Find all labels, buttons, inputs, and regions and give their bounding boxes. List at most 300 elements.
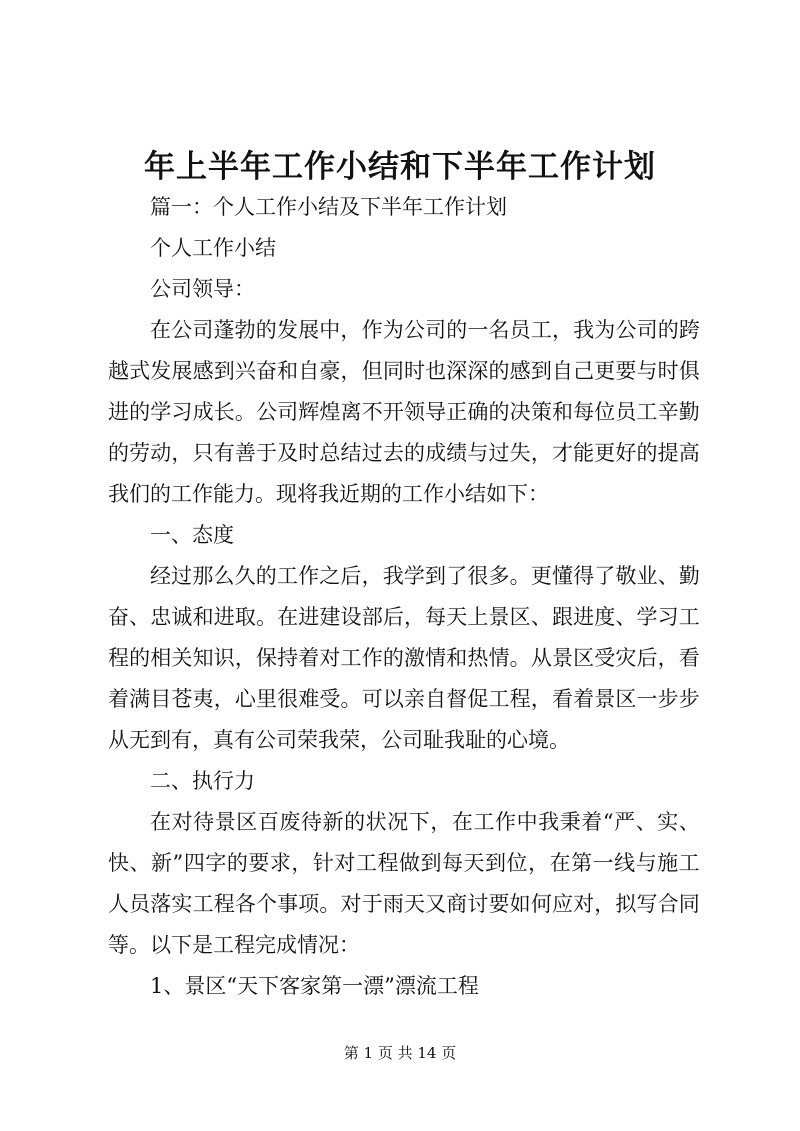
glyph: 在 bbox=[150, 810, 171, 834]
paragraph-line bbox=[150, 315, 700, 345]
glyph: 受 bbox=[319, 687, 341, 711]
glyph: ， bbox=[551, 318, 573, 342]
glyph: 离 bbox=[340, 400, 362, 424]
glyph: 自 bbox=[298, 359, 320, 383]
glyph: 、 bbox=[678, 810, 700, 834]
glyph: 相 bbox=[150, 646, 172, 670]
glyph: 只 bbox=[192, 441, 214, 465]
glyph: 雨 bbox=[382, 892, 404, 916]
glyph: 秉 bbox=[559, 810, 581, 834]
glyph: 讨 bbox=[467, 892, 489, 916]
glyph: 后 bbox=[636, 646, 658, 670]
glyph: 自 bbox=[551, 359, 573, 383]
glyph: 经 bbox=[150, 564, 171, 588]
glyph: 景 bbox=[488, 605, 510, 629]
glyph: 导 bbox=[425, 400, 447, 424]
glyph: 、 bbox=[657, 564, 679, 588]
glyph: 善 bbox=[234, 441, 256, 465]
glyph: 的 bbox=[226, 851, 248, 875]
glyph: 公 bbox=[171, 318, 193, 342]
glyph: 更 bbox=[530, 564, 552, 588]
glyph: 程 bbox=[509, 687, 531, 711]
glyph: 不 bbox=[361, 400, 383, 424]
glyph: 如 bbox=[509, 892, 531, 916]
paragraph-line bbox=[108, 848, 700, 878]
glyph: 但 bbox=[361, 359, 383, 383]
glyph: 又 bbox=[425, 892, 447, 916]
glyph: ， bbox=[403, 605, 425, 629]
paragraph-line bbox=[108, 889, 700, 919]
glyph: 看 bbox=[551, 687, 573, 711]
paragraph-line bbox=[150, 561, 700, 591]
glyph: 废 bbox=[279, 810, 301, 834]
glyph: 、 bbox=[615, 605, 637, 629]
glyph: 的 bbox=[255, 564, 277, 588]
glyph: 得 bbox=[573, 564, 595, 588]
glyph: 事 bbox=[277, 892, 299, 916]
glyph: 开 bbox=[382, 400, 404, 424]
glyph: 工 bbox=[488, 687, 510, 711]
glyph: 了 bbox=[446, 564, 468, 588]
glyph: 进 bbox=[108, 400, 129, 424]
glyph: 去 bbox=[382, 441, 404, 465]
glyph: 对 bbox=[171, 810, 193, 834]
glyph: 忠 bbox=[150, 605, 172, 629]
glyph: 一 bbox=[592, 851, 614, 875]
glyph: 业 bbox=[636, 564, 658, 588]
glyph: 中 bbox=[516, 810, 538, 834]
glyph: 勤 bbox=[678, 564, 700, 588]
glyph: 。 bbox=[234, 400, 256, 424]
glyph: 后 bbox=[340, 564, 362, 588]
glyph: 时 bbox=[657, 359, 679, 383]
glyph: 何 bbox=[530, 892, 552, 916]
glyph: 上 bbox=[467, 605, 489, 629]
subheading-personal-summary: 个人工作小结 bbox=[150, 236, 276, 260]
glyph: 步 bbox=[657, 687, 679, 711]
glyph: 着 bbox=[581, 810, 603, 834]
glyph: 新 bbox=[151, 851, 173, 875]
glyph: 区 bbox=[509, 605, 531, 629]
glyph: 领 bbox=[403, 400, 425, 424]
glyph: 煌 bbox=[319, 400, 341, 424]
glyph: 劳 bbox=[129, 441, 151, 465]
glyph: 每 bbox=[442, 851, 463, 875]
glyph: 结 bbox=[340, 441, 362, 465]
glyph: 员 bbox=[615, 400, 637, 424]
glyph: 做 bbox=[398, 851, 420, 875]
glyph: 确 bbox=[467, 400, 489, 424]
glyph: 在 bbox=[277, 605, 299, 629]
glyph: 严 bbox=[614, 810, 636, 834]
glyph: ， bbox=[234, 646, 256, 670]
glyph: 和 bbox=[277, 359, 299, 383]
paragraph-line bbox=[108, 356, 700, 386]
glyph: 越 bbox=[108, 359, 129, 383]
glyph: 进 bbox=[298, 605, 320, 629]
glyph: 很 bbox=[277, 687, 299, 711]
glyph: 于 bbox=[361, 892, 383, 916]
glyph: 那 bbox=[192, 564, 214, 588]
glyph: 下 bbox=[408, 810, 430, 834]
glyph: 工 bbox=[276, 564, 298, 588]
glyph: 、 bbox=[129, 605, 151, 629]
glyph: 关 bbox=[171, 646, 193, 670]
glyph: 工 bbox=[636, 400, 658, 424]
glyph: 。 bbox=[509, 646, 531, 670]
glyph: 和 bbox=[192, 605, 214, 629]
glyph: ， bbox=[528, 851, 550, 875]
glyph: 满 bbox=[129, 687, 151, 711]
glyph: 之 bbox=[319, 564, 341, 588]
glyph: 要 bbox=[488, 892, 510, 916]
glyph: 多 bbox=[488, 564, 510, 588]
glyph: 位 bbox=[506, 851, 528, 875]
glyph: 以 bbox=[382, 687, 404, 711]
glyph: 进 bbox=[213, 605, 235, 629]
glyph: 识 bbox=[213, 646, 235, 670]
glyph: 和 bbox=[446, 646, 468, 670]
glyph: 的 bbox=[255, 318, 277, 342]
list-item-project: 1、景区“天下客家第一漂”漂流工程 bbox=[150, 974, 479, 998]
document-title: 年上半年工作小结和下半年工作计划 bbox=[144, 149, 656, 185]
glyph: 热 bbox=[467, 646, 489, 670]
glyph: 工 bbox=[192, 892, 214, 916]
glyph: 时 bbox=[403, 359, 425, 383]
glyph: 的 bbox=[382, 646, 404, 670]
glyph: 从 bbox=[530, 646, 552, 670]
glyph: 亲 bbox=[403, 687, 425, 711]
glyph: 作 bbox=[495, 810, 516, 834]
glyph: 习 bbox=[657, 605, 679, 629]
glyph: 很 bbox=[467, 564, 489, 588]
glyph: 失 bbox=[509, 441, 531, 465]
glyph: 工 bbox=[530, 318, 552, 342]
glyph: ， bbox=[291, 851, 313, 875]
glyph: 我 bbox=[538, 810, 560, 834]
glyph: ， bbox=[430, 810, 452, 834]
glyph: 字 bbox=[205, 851, 227, 875]
glyph: 一 bbox=[636, 687, 658, 711]
glyph: 保 bbox=[255, 646, 277, 670]
glyph: 快 bbox=[108, 851, 129, 875]
glyph: 勤 bbox=[678, 400, 700, 424]
glyph: 目 bbox=[150, 687, 172, 711]
glyph: 的 bbox=[446, 318, 468, 342]
glyph: 己 bbox=[573, 359, 595, 383]
glyph: 每 bbox=[573, 400, 595, 424]
glyph: 合 bbox=[657, 892, 679, 916]
glyph: 部 bbox=[361, 605, 383, 629]
glyph: 况 bbox=[387, 810, 409, 834]
glyph: 蓬 bbox=[213, 318, 235, 342]
glyph: 高 bbox=[678, 441, 700, 465]
glyph: 、 bbox=[129, 851, 151, 875]
glyph: 及 bbox=[277, 441, 299, 465]
glyph: 针 bbox=[312, 851, 334, 875]
glyph: 持 bbox=[277, 646, 299, 670]
glyph: ， bbox=[361, 564, 383, 588]
glyph: 敬 bbox=[615, 564, 637, 588]
glyph: 懂 bbox=[551, 564, 573, 588]
glyph: 天 bbox=[463, 851, 485, 875]
glyph: 对 bbox=[334, 851, 356, 875]
paragraph-line: 等。以下是工程完成情况： bbox=[108, 933, 360, 957]
glyph: 成 bbox=[192, 400, 214, 424]
glyph: 公 bbox=[403, 318, 425, 342]
glyph: 有 bbox=[213, 441, 235, 465]
glyph: 提 bbox=[657, 441, 679, 465]
glyph: ， bbox=[530, 687, 552, 711]
glyph: 的 bbox=[636, 441, 658, 465]
glyph: 时 bbox=[298, 441, 320, 465]
glyph: 难 bbox=[298, 687, 320, 711]
paragraph-line bbox=[108, 684, 700, 714]
glyph: 展 bbox=[298, 318, 320, 342]
glyph: 过 bbox=[361, 441, 383, 465]
glyph: 施 bbox=[657, 851, 679, 875]
glyph: 奋 bbox=[255, 359, 277, 383]
glyph: 过 bbox=[171, 564, 193, 588]
paragraph-line: 我们的工作能力。现将我近期的工作小结如下： bbox=[108, 482, 549, 506]
glyph: 我 bbox=[573, 318, 595, 342]
glyph: 决 bbox=[509, 400, 531, 424]
paragraph-line bbox=[108, 397, 700, 427]
glyph: 到 bbox=[420, 851, 442, 875]
glyph: 激 bbox=[403, 646, 425, 670]
glyph: 区 bbox=[236, 810, 258, 834]
glyph: 设 bbox=[340, 605, 362, 629]
glyph: 夷 bbox=[192, 687, 214, 711]
glyph: 天 bbox=[446, 605, 468, 629]
glyph: 绩 bbox=[446, 441, 468, 465]
glyph: 于 bbox=[255, 441, 277, 465]
glyph: 区 bbox=[615, 687, 637, 711]
glyph: 。 bbox=[319, 892, 341, 916]
glyph: 公 bbox=[255, 400, 277, 424]
glyph: 各 bbox=[234, 892, 256, 916]
glyph: 过 bbox=[488, 441, 510, 465]
glyph: 习 bbox=[171, 400, 193, 424]
glyph: 在 bbox=[451, 810, 473, 834]
glyph: 的 bbox=[129, 646, 151, 670]
glyph: 程 bbox=[377, 851, 399, 875]
glyph: 。 bbox=[509, 564, 531, 588]
glyph: 百 bbox=[257, 810, 279, 834]
glyph: 更 bbox=[594, 359, 616, 383]
page-number-footer: 第 1 页 共 14 页 bbox=[343, 1044, 457, 1062]
section-heading-part-one: 篇一：个人工作小结及下半年工作计划 bbox=[150, 195, 507, 219]
paragraph-line bbox=[108, 602, 700, 632]
glyph: 、 bbox=[530, 605, 552, 629]
glyph: 情 bbox=[488, 646, 510, 670]
glyph: 建 bbox=[319, 605, 341, 629]
glyph: 到 bbox=[213, 359, 235, 383]
glyph: 的 bbox=[403, 441, 425, 465]
glyph: 应 bbox=[551, 892, 573, 916]
glyph: 工 bbox=[340, 646, 362, 670]
glyph: 的 bbox=[108, 441, 129, 465]
glyph: 程 bbox=[108, 646, 129, 670]
glyph: 长 bbox=[213, 400, 235, 424]
glyph: 区 bbox=[573, 646, 595, 670]
glyph: 对 bbox=[573, 892, 595, 916]
glyph: 步 bbox=[678, 687, 700, 711]
glyph: 好 bbox=[615, 441, 637, 465]
glyph: 豪 bbox=[319, 359, 341, 383]
glyph: 拟 bbox=[615, 892, 637, 916]
glyph: 督 bbox=[446, 687, 468, 711]
glyph: ， bbox=[657, 646, 679, 670]
glyph: 心 bbox=[234, 687, 256, 711]
glyph: 线 bbox=[614, 851, 636, 875]
glyph: 。 bbox=[255, 605, 277, 629]
glyph: 中 bbox=[319, 318, 341, 342]
glyph: 苍 bbox=[171, 687, 193, 711]
glyph: 辉 bbox=[298, 400, 320, 424]
glyph: 促 bbox=[467, 687, 489, 711]
glyph: 和 bbox=[551, 400, 573, 424]
glyph: 对 bbox=[340, 892, 362, 916]
glyph: 商 bbox=[446, 892, 468, 916]
glyph: 。 bbox=[340, 687, 362, 711]
glyph: 看 bbox=[678, 646, 700, 670]
glyph: 我 bbox=[382, 564, 404, 588]
paragraph-line bbox=[150, 807, 700, 837]
glyph: 能 bbox=[573, 441, 595, 465]
glyph: 实 bbox=[171, 892, 193, 916]
glyph: 的 bbox=[488, 359, 510, 383]
glyph: 司 bbox=[425, 318, 447, 342]
glyph: 求 bbox=[269, 851, 291, 875]
glyph: 发 bbox=[276, 318, 298, 342]
glyph: 景 bbox=[594, 687, 616, 711]
glyph: 俱 bbox=[678, 359, 700, 383]
glyph: 司 bbox=[192, 318, 214, 342]
glyph: 动 bbox=[150, 441, 172, 465]
glyph: 为 bbox=[594, 318, 616, 342]
glyph: ” bbox=[172, 851, 184, 875]
glyph: 人 bbox=[108, 892, 129, 916]
glyph: 到 bbox=[530, 359, 552, 383]
glyph: 学 bbox=[636, 605, 658, 629]
glyph: 进 bbox=[573, 605, 595, 629]
glyph: 与 bbox=[635, 851, 657, 875]
glyph: 的 bbox=[488, 400, 510, 424]
paragraph-line bbox=[108, 643, 700, 673]
glyph: 落 bbox=[150, 892, 172, 916]
paragraph-line: 从无到有，真有公司荣我荣，公司耻我耻的心境。 bbox=[108, 728, 570, 752]
glyph: 度 bbox=[594, 605, 616, 629]
section-heading-execution: 二、执行力 bbox=[150, 769, 255, 793]
glyph: 位 bbox=[594, 400, 616, 424]
glyph: 辛 bbox=[657, 400, 679, 424]
glyph: 程 bbox=[213, 892, 235, 916]
glyph: 着 bbox=[298, 646, 320, 670]
glyph: 着 bbox=[573, 687, 595, 711]
glyph: 后 bbox=[382, 605, 404, 629]
glyph: “ bbox=[602, 810, 614, 834]
glyph: 勃 bbox=[234, 318, 256, 342]
glyph: 展 bbox=[171, 359, 193, 383]
glyph: 也 bbox=[425, 359, 447, 383]
glyph: 着 bbox=[108, 687, 129, 711]
glyph: 待 bbox=[300, 810, 322, 834]
glyph: 取 bbox=[234, 605, 256, 629]
glyph: 名 bbox=[488, 318, 510, 342]
glyph: 的 bbox=[129, 400, 151, 424]
glyph: 在 bbox=[549, 851, 571, 875]
glyph: 总 bbox=[319, 441, 341, 465]
glyph: 策 bbox=[530, 400, 552, 424]
glyph: 发 bbox=[150, 359, 172, 383]
glyph: ， bbox=[530, 441, 552, 465]
glyph: 司 bbox=[636, 318, 658, 342]
glyph: 项 bbox=[298, 892, 320, 916]
glyph: ， bbox=[594, 892, 616, 916]
glyph: 工 bbox=[678, 851, 700, 875]
glyph: 诚 bbox=[171, 605, 193, 629]
paragraph-line bbox=[108, 438, 700, 468]
glyph: 到 bbox=[425, 564, 447, 588]
glyph: 到 bbox=[485, 851, 507, 875]
glyph: 与 bbox=[467, 441, 489, 465]
glyph: 跟 bbox=[551, 605, 573, 629]
glyph: 景 bbox=[214, 810, 236, 834]
glyph: 知 bbox=[192, 646, 214, 670]
glyph: 公 bbox=[615, 318, 637, 342]
glyph: ， bbox=[340, 318, 362, 342]
glyph: 自 bbox=[425, 687, 447, 711]
glyph: 个 bbox=[255, 892, 277, 916]
glyph: 更 bbox=[594, 441, 616, 465]
glyph: ， bbox=[340, 359, 362, 383]
glyph: 待 bbox=[193, 810, 215, 834]
glyph: 作 bbox=[361, 318, 383, 342]
glyph: 跨 bbox=[678, 318, 700, 342]
glyph: 受 bbox=[594, 646, 616, 670]
glyph: 在 bbox=[150, 318, 171, 342]
glyph: 奋 bbox=[108, 605, 129, 629]
glyph: 员 bbox=[509, 318, 531, 342]
glyph: 天 bbox=[403, 892, 425, 916]
glyph: 工 bbox=[678, 605, 700, 629]
glyph: 才 bbox=[551, 441, 573, 465]
glyph: 与 bbox=[636, 359, 658, 383]
glyph: 感 bbox=[509, 359, 531, 383]
glyph: 么 bbox=[213, 564, 235, 588]
glyph: 为 bbox=[382, 318, 404, 342]
glyph: ， bbox=[213, 687, 235, 711]
glyph: 、 bbox=[635, 810, 657, 834]
glyph: 每 bbox=[425, 605, 447, 629]
glyph: 四 bbox=[183, 851, 205, 875]
glyph: 状 bbox=[365, 810, 387, 834]
glyph: 一 bbox=[467, 318, 489, 342]
glyph: 作 bbox=[298, 564, 320, 588]
glyph: 要 bbox=[615, 359, 637, 383]
glyph: 司 bbox=[277, 400, 299, 424]
glyph: 新 bbox=[322, 810, 344, 834]
salutation: 公司领导： bbox=[150, 277, 255, 301]
glyph: 景 bbox=[551, 646, 573, 670]
glyph: 里 bbox=[255, 687, 277, 711]
glyph: 实 bbox=[657, 810, 679, 834]
glyph: 感 bbox=[192, 359, 214, 383]
glyph: 情 bbox=[425, 646, 447, 670]
glyph: 写 bbox=[636, 892, 658, 916]
glyph: 可 bbox=[361, 687, 383, 711]
